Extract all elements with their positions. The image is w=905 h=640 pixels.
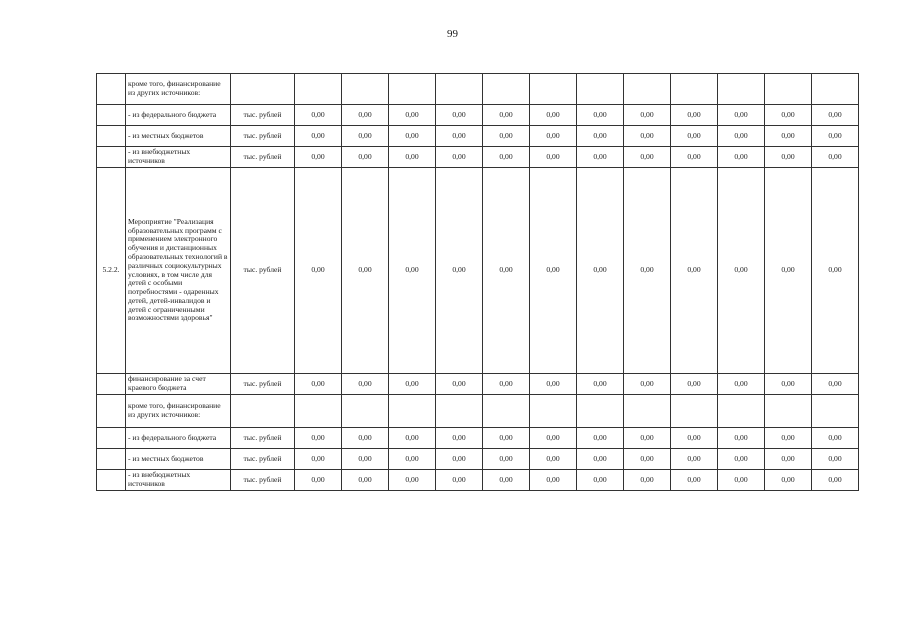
value-cell: 0,00 [671, 105, 718, 126]
row-unit: тыс. рублей [231, 428, 295, 449]
value-cell [718, 395, 765, 428]
row-description: кроме того, финансирование из других источников: [126, 395, 231, 428]
table-row [97, 449, 859, 470]
value-cell: 0,00 [483, 126, 530, 147]
value-cell: 0,00 [671, 428, 718, 449]
value-cell [483, 74, 530, 105]
value-cell: 0,00 [577, 105, 624, 126]
row-description: финансирование за счет краевого бюджета [126, 374, 231, 395]
table-row [97, 126, 859, 147]
table-row [97, 74, 859, 105]
value-cell: 0,00 [765, 147, 812, 168]
table-row [97, 374, 859, 395]
value-cell [765, 395, 812, 428]
value-cell [624, 74, 671, 105]
value-cell: 0,00 [718, 168, 765, 374]
value-cell: 0,00 [765, 374, 812, 395]
value-cell [765, 74, 812, 105]
table-row [97, 428, 859, 449]
value-cell [436, 74, 483, 105]
value-cell: 0,00 [765, 470, 812, 491]
value-cell [671, 74, 718, 105]
row-index [97, 147, 126, 168]
row-unit: тыс. рублей [231, 126, 295, 147]
row-unit [231, 395, 295, 428]
value-cell: 0,00 [577, 449, 624, 470]
value-cell: 0,00 [342, 105, 389, 126]
value-cell: 0,00 [530, 168, 577, 374]
value-cell: 0,00 [812, 105, 859, 126]
value-cell: 0,00 [530, 147, 577, 168]
value-cell [389, 74, 436, 105]
row-description: кроме того, финансирование из других источников: [126, 74, 231, 105]
value-cell [718, 74, 765, 105]
row-index [97, 74, 126, 105]
row-index: 5.2.2. [97, 168, 126, 374]
value-cell: 0,00 [624, 168, 671, 374]
budget-table-body [97, 74, 859, 491]
value-cell: 0,00 [812, 147, 859, 168]
value-cell: 0,00 [342, 126, 389, 147]
value-cell: 0,00 [389, 147, 436, 168]
value-cell: 0,00 [342, 168, 389, 374]
value-cell: 0,00 [624, 428, 671, 449]
value-cell: 0,00 [483, 470, 530, 491]
value-cell [577, 395, 624, 428]
value-cell: 0,00 [765, 105, 812, 126]
value-cell: 0,00 [530, 428, 577, 449]
row-unit: тыс. рублей [231, 105, 295, 126]
value-cell [624, 395, 671, 428]
row-index [97, 428, 126, 449]
value-cell: 0,00 [530, 470, 577, 491]
value-cell: 0,00 [295, 470, 342, 491]
value-cell: 0,00 [671, 147, 718, 168]
value-cell: 0,00 [577, 147, 624, 168]
value-cell: 0,00 [483, 168, 530, 374]
row-index [97, 126, 126, 147]
value-cell: 0,00 [342, 470, 389, 491]
row-unit: тыс. рублей [231, 470, 295, 491]
value-cell: 0,00 [295, 126, 342, 147]
value-cell [436, 395, 483, 428]
table-row [97, 470, 859, 491]
row-unit: тыс. рублей [231, 449, 295, 470]
value-cell: 0,00 [295, 428, 342, 449]
value-cell [530, 74, 577, 105]
value-cell: 0,00 [436, 147, 483, 168]
row-description: Мероприятие "Реализация образовательных программ с применением электронного обучения и дистанционных образовательных технологий в различных социокультурных условиях, в том числе для детей с особыми потребностями - одаренных детей, детей-инвалидов и детей с ограниченными возможностями здоровья" [126, 168, 231, 374]
value-cell: 0,00 [718, 428, 765, 449]
value-cell: 0,00 [718, 147, 765, 168]
row-index [97, 374, 126, 395]
row-index [97, 105, 126, 126]
value-cell: 0,00 [483, 428, 530, 449]
row-description: - из федерального бюджета [126, 105, 231, 126]
row-description: - из местных бюджетов [126, 449, 231, 470]
value-cell: 0,00 [342, 449, 389, 470]
page-number: 99 [447, 28, 458, 40]
value-cell: 0,00 [436, 428, 483, 449]
value-cell: 0,00 [718, 105, 765, 126]
value-cell [295, 74, 342, 105]
value-cell: 0,00 [765, 168, 812, 374]
row-unit: тыс. рублей [231, 374, 295, 395]
row-description: - из внебюджетных источников [126, 147, 231, 168]
value-cell: 0,00 [530, 374, 577, 395]
value-cell: 0,00 [718, 374, 765, 395]
value-cell [389, 395, 436, 428]
value-cell [530, 395, 577, 428]
budget-table [96, 73, 859, 491]
row-index [97, 470, 126, 491]
value-cell: 0,00 [342, 428, 389, 449]
value-cell: 0,00 [624, 470, 671, 491]
row-unit: тыс. рублей [231, 168, 295, 374]
value-cell: 0,00 [389, 105, 436, 126]
value-cell: 0,00 [765, 449, 812, 470]
table-row [97, 395, 859, 428]
value-cell: 0,00 [295, 374, 342, 395]
value-cell: 0,00 [765, 126, 812, 147]
value-cell: 0,00 [577, 470, 624, 491]
value-cell: 0,00 [624, 449, 671, 470]
value-cell: 0,00 [389, 168, 436, 374]
value-cell: 0,00 [765, 428, 812, 449]
value-cell [812, 74, 859, 105]
value-cell: 0,00 [624, 147, 671, 168]
value-cell: 0,00 [671, 449, 718, 470]
row-description: - из внебюджетных источников [126, 470, 231, 491]
value-cell: 0,00 [530, 449, 577, 470]
value-cell: 0,00 [671, 168, 718, 374]
value-cell: 0,00 [295, 168, 342, 374]
value-cell: 0,00 [812, 126, 859, 147]
value-cell: 0,00 [436, 470, 483, 491]
table-row [97, 105, 859, 126]
value-cell: 0,00 [389, 126, 436, 147]
value-cell: 0,00 [389, 374, 436, 395]
value-cell: 0,00 [718, 470, 765, 491]
value-cell: 0,00 [671, 374, 718, 395]
value-cell: 0,00 [342, 374, 389, 395]
row-description: - из местных бюджетов [126, 126, 231, 147]
value-cell: 0,00 [389, 470, 436, 491]
value-cell: 0,00 [718, 449, 765, 470]
table-row [97, 168, 859, 374]
value-cell: 0,00 [436, 126, 483, 147]
value-cell: 0,00 [389, 449, 436, 470]
value-cell: 0,00 [295, 147, 342, 168]
value-cell [671, 395, 718, 428]
row-description: - из федерального бюджета [126, 428, 231, 449]
value-cell [295, 395, 342, 428]
value-cell: 0,00 [483, 105, 530, 126]
table-row [97, 147, 859, 168]
value-cell: 0,00 [577, 428, 624, 449]
value-cell: 0,00 [295, 449, 342, 470]
value-cell: 0,00 [577, 168, 624, 374]
value-cell: 0,00 [483, 449, 530, 470]
value-cell [342, 74, 389, 105]
value-cell: 0,00 [577, 126, 624, 147]
value-cell: 0,00 [812, 470, 859, 491]
value-cell: 0,00 [624, 126, 671, 147]
value-cell: 0,00 [389, 428, 436, 449]
value-cell: 0,00 [483, 147, 530, 168]
value-cell: 0,00 [530, 126, 577, 147]
value-cell: 0,00 [436, 168, 483, 374]
value-cell: 0,00 [483, 374, 530, 395]
value-cell: 0,00 [812, 168, 859, 374]
value-cell: 0,00 [671, 470, 718, 491]
row-unit: тыс. рублей [231, 147, 295, 168]
value-cell [577, 74, 624, 105]
value-cell: 0,00 [812, 449, 859, 470]
value-cell: 0,00 [812, 374, 859, 395]
value-cell: 0,00 [530, 105, 577, 126]
row-unit [231, 74, 295, 105]
value-cell: 0,00 [718, 126, 765, 147]
value-cell: 0,00 [577, 374, 624, 395]
value-cell [342, 395, 389, 428]
value-cell [812, 395, 859, 428]
value-cell: 0,00 [812, 428, 859, 449]
row-index [97, 395, 126, 428]
value-cell [483, 395, 530, 428]
value-cell: 0,00 [624, 374, 671, 395]
value-cell: 0,00 [295, 105, 342, 126]
value-cell: 0,00 [342, 147, 389, 168]
value-cell: 0,00 [671, 126, 718, 147]
value-cell: 0,00 [436, 374, 483, 395]
value-cell: 0,00 [436, 105, 483, 126]
row-index [97, 449, 126, 470]
value-cell: 0,00 [624, 105, 671, 126]
value-cell: 0,00 [436, 449, 483, 470]
